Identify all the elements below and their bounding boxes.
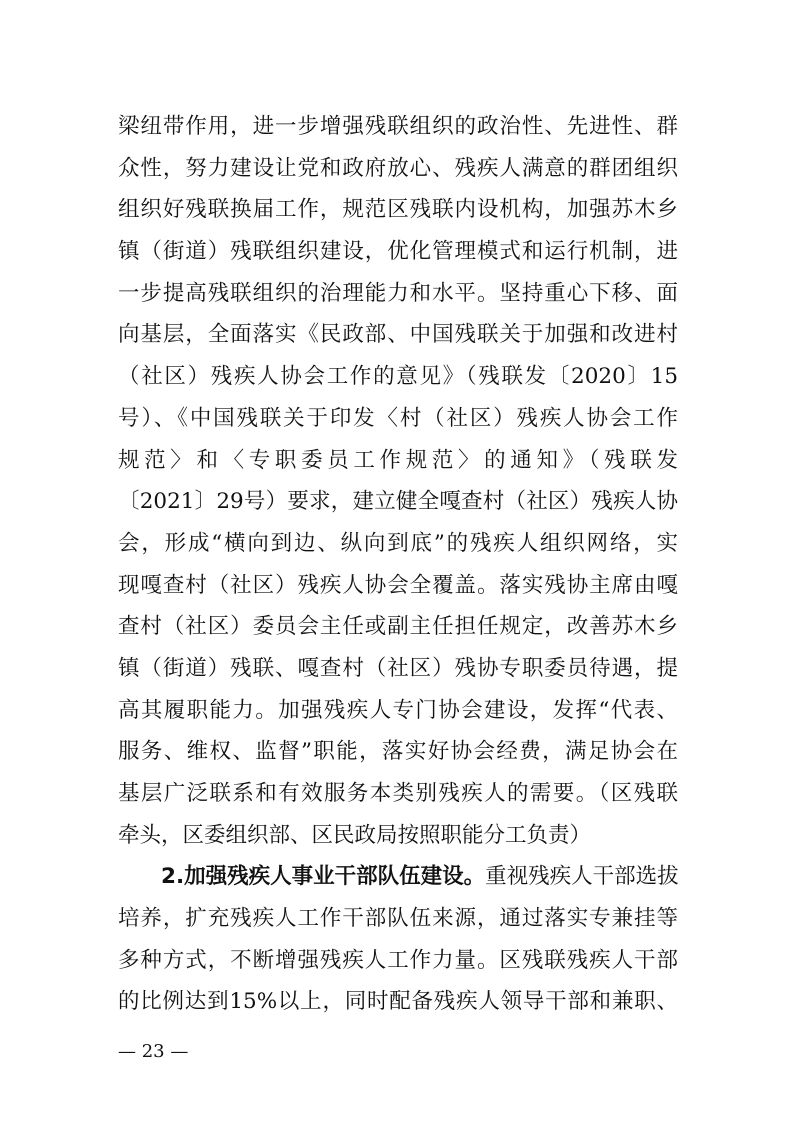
paragraph-cadre-team [118,856,678,1023]
text-line: 向基层，全面落实《民政部、中国残联关于加强和改进村 [118,322,678,348]
text-line: 高其履职能力。加强残疾人专门协会建设，发挥“代表、 [118,697,678,723]
text-line: 一步提高残联组织的治理能力和水平。坚持重心下移、面 [118,280,678,306]
text-line: 培养，扩充残疾人工作干部队伍来源，通过落实专兼挂等 [118,906,678,932]
text-line: 查村（社区）委员会主任或副主任担任规定，改善苏木乡 [118,614,678,640]
text-line: 现嘎查村（社区）残疾人协会全覆盖。落实残协主席由嘎 [118,572,678,598]
text-line: 的比例达到15%以上，同时配备残疾人领导干部和兼职、 [118,989,678,1015]
text-line: 号）、《中国残联关于印发〈村（社区）残疾人协会工作 [118,405,678,431]
text-line: （社区）残疾人协会工作的意见》（残联发〔2020〕15 [118,364,678,390]
paragraph-organization [118,106,678,856]
text-line: 梁纽带作用，进一步增强残联组织的政治性、先进性、群 [118,114,678,139]
text-line: 服务、维权、监督”职能，落实好协会经费，满足协会在 [118,739,678,765]
page-number: — 23 — [118,1041,189,1062]
text-line [118,856,678,898]
text-line: 众性，努力建设让党和政府放心、残疾人满意的群团组织 [118,155,678,181]
text-line: 镇（街道）残联、嘎查村（社区）残协专职委员待遇，提 [118,655,678,681]
text-line: 镇（街道）残联组织建设，优化管理模式和运行机制，进 [118,239,678,265]
heading-continuation: 重视残疾人干部选拔 [485,864,679,890]
document-body [118,106,678,1023]
text-line: 会，形成“横向到边、纵向到底”的残疾人组织网络，实 [118,530,678,556]
text-line: 规范〉和〈专职委员工作规范〉的通知》（残联发 [118,447,678,473]
text-line: 多种方式，不断增强残疾人工作力量。区残联残疾人干部 [118,947,678,973]
text-line: 基层广泛联系和有效服务本类别残疾人的需要。（区残联 [118,781,678,806]
text-line: 〔2021〕29号）要求，建立健全嘎查村（社区）残疾人协 [118,489,678,515]
text-line: 组织好残联换届工作，规范区残联内设机构，加强苏木乡 [118,197,678,223]
text-line: 牵头，区委组织部、区民政局按照职能分工负责） [118,822,592,848]
section-heading: 2.加强残疾人事业干部队伍建设。 [161,864,486,890]
